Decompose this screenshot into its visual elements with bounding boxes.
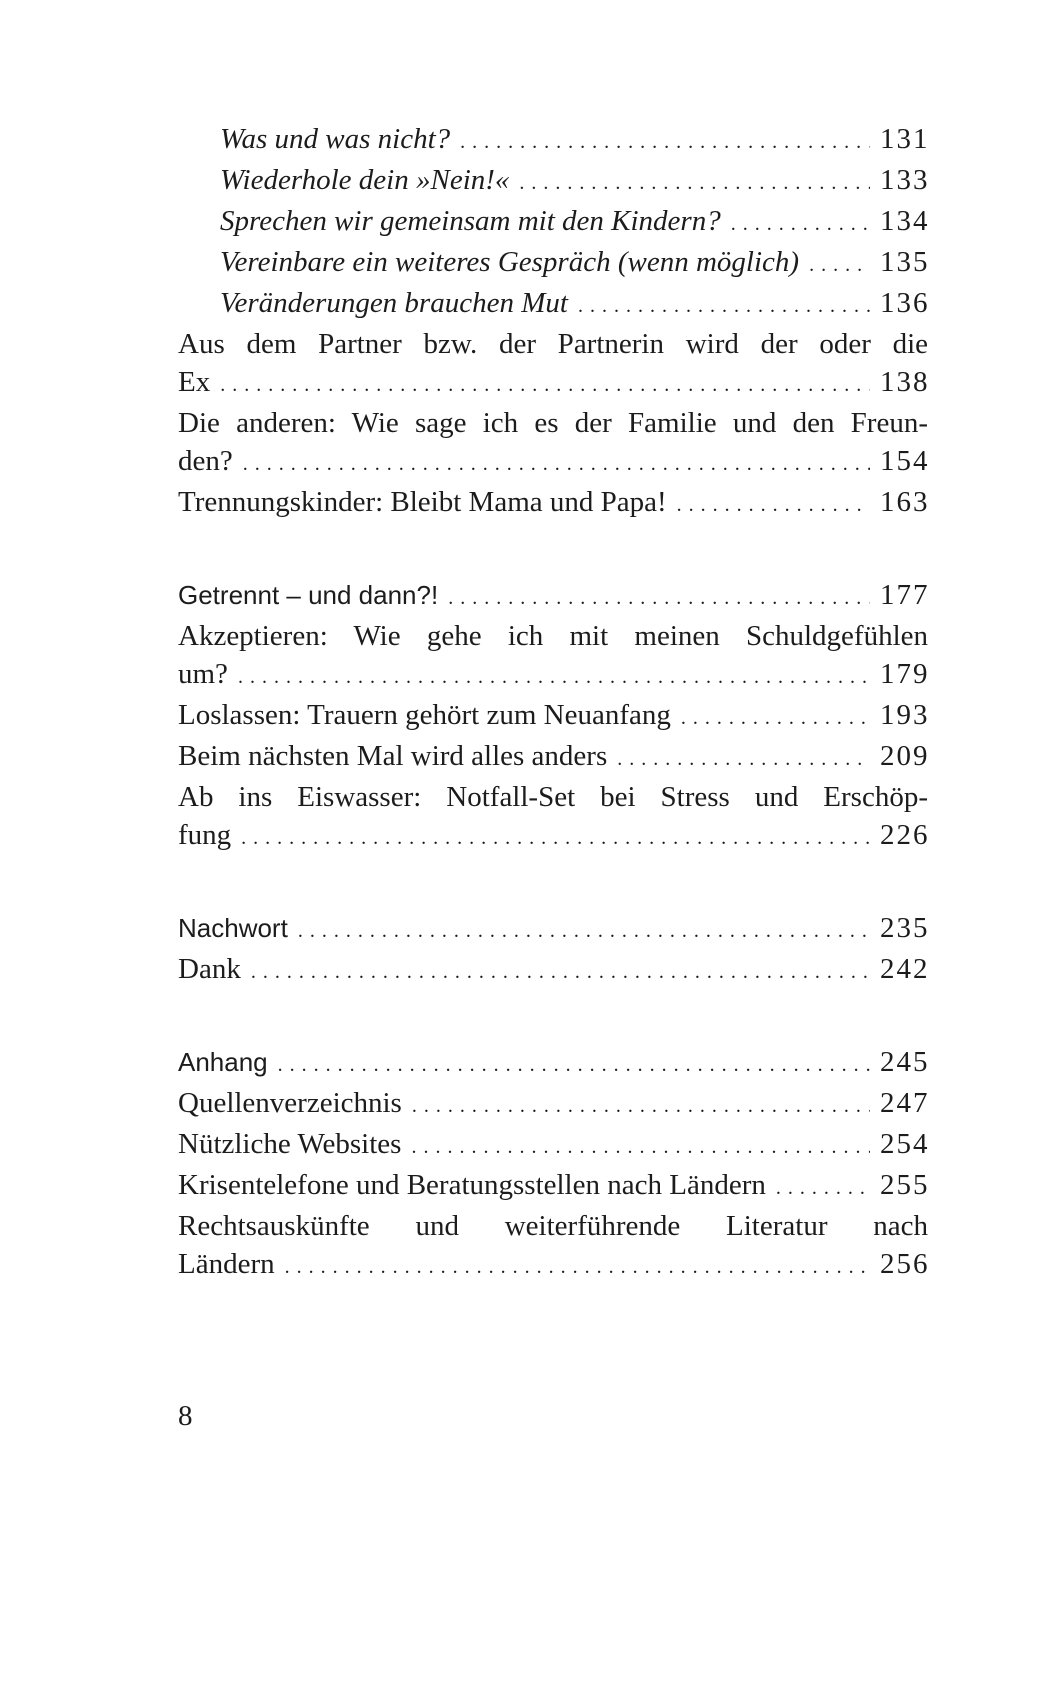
toc-entry-row [178, 363, 928, 404]
dot-leader [243, 442, 870, 483]
dot-leader [677, 483, 870, 524]
toc-entry-row [220, 284, 928, 325]
toc-entry-row [178, 737, 928, 778]
toc-entry[interactable] [178, 1125, 928, 1166]
toc-entry[interactable] [178, 120, 928, 161]
toc-entry-row [220, 243, 928, 284]
toc-entry[interactable] [178, 483, 928, 524]
toc-entry-row [178, 655, 928, 696]
toc-entry-row [178, 816, 928, 857]
toc-entry-page-number: 193 [880, 699, 930, 731]
toc-entry[interactable] [178, 202, 928, 243]
dot-leader [809, 243, 870, 284]
toc-entry-row [178, 576, 928, 617]
toc-entry-title-line: Akzeptieren: Wie gehe ich mit meinen Schuldgefühlen [178, 620, 928, 652]
toc-entry[interactable] [178, 576, 928, 617]
toc-entry[interactable] [178, 778, 928, 857]
toc-entry-title: Was und was nicht? [220, 123, 451, 155]
toc-block-1 [178, 120, 928, 524]
toc-entry-row [178, 1043, 928, 1084]
toc-entry-page-number: 163 [880, 486, 930, 518]
toc-entry-title: Vereinbare ein weiteres Gespräch (wenn möglich) [220, 246, 800, 278]
toc-entry-row [178, 442, 928, 483]
toc-entry-title-line: Rechtsauskünfte und weiterführende Literatur nach [178, 1210, 928, 1242]
page-number: 8 [178, 1400, 193, 1432]
toc-entry-title: um? [178, 658, 228, 690]
toc-entry-title: Loslassen: Trauern gehört zum Neuanfang [178, 699, 671, 731]
table-of-contents [178, 120, 928, 1286]
toc-entry-title: den? [178, 445, 233, 477]
toc-entry-page-number: 226 [880, 819, 930, 851]
toc-entry-page-number: 131 [880, 123, 930, 155]
toc-entry-page-number: 154 [880, 445, 930, 477]
toc-entry-title: Ex [178, 366, 211, 398]
dot-leader [578, 284, 870, 325]
dot-leader [519, 161, 870, 202]
toc-entry[interactable] [178, 950, 928, 991]
toc-entry-row [178, 1166, 928, 1207]
toc-entry[interactable] [178, 325, 928, 404]
dot-leader [460, 120, 870, 161]
dot-leader [731, 202, 870, 243]
toc-entry-title: Nützliche Websites [178, 1128, 402, 1160]
toc-entry-title: Krisentelefone und Beratungsstellen nach Ländern [178, 1169, 766, 1201]
toc-entry-page-number: 255 [880, 1169, 930, 1201]
toc-entry[interactable] [178, 161, 928, 202]
dot-leader [411, 1125, 870, 1166]
toc-entry-title: Nachwort [178, 913, 288, 943]
toc-entry[interactable] [178, 617, 928, 696]
dot-leader [220, 363, 870, 404]
toc-entry-title: Beim nächsten Mal wird alles anders [178, 740, 608, 772]
dot-leader [617, 737, 870, 778]
toc-entry-title: Sprechen wir gemeinsam mit den Kindern? [220, 205, 721, 237]
block-spacer [178, 857, 928, 909]
toc-block-3 [178, 909, 928, 991]
toc-entry[interactable] [178, 284, 928, 325]
dot-leader [448, 576, 870, 617]
dot-leader [251, 950, 870, 991]
toc-entry-row [178, 950, 928, 991]
toc-entry-page-number: 256 [880, 1248, 930, 1280]
toc-entry-title: Ländern [178, 1248, 275, 1280]
toc-entry-page-number: 245 [880, 1046, 930, 1078]
toc-entry-row [178, 696, 928, 737]
toc-entry-row [178, 483, 928, 524]
toc-entry-page-number: 179 [880, 658, 930, 690]
toc-entry-title-line: Ab ins Eiswasser: Notfall-Set bei Stress und Erschöp- [178, 781, 928, 813]
dot-leader [278, 1043, 870, 1084]
toc-block-2 [178, 576, 928, 857]
toc-entry[interactable] [178, 1043, 928, 1084]
dot-leader [681, 696, 870, 737]
toc-entry-title: Getrennt – und dann?! [178, 580, 439, 610]
toc-entry-title: Veränderungen brauchen Mut [220, 287, 568, 319]
dot-leader [776, 1166, 870, 1207]
toc-entry[interactable] [178, 1207, 928, 1286]
toc-entry-row [178, 1084, 928, 1125]
toc-entry-title: Quellenverzeichnis [178, 1087, 402, 1119]
toc-entry-row [178, 909, 928, 950]
toc-entry-page-number: 134 [880, 205, 930, 237]
toc-entry-page-number: 235 [880, 912, 930, 944]
toc-entry-page-number: 254 [880, 1128, 930, 1160]
toc-entry-title: Wiederhole dein »Nein!« [220, 164, 510, 196]
block-spacer [178, 524, 928, 576]
toc-entry[interactable] [178, 243, 928, 284]
toc-entry[interactable] [178, 737, 928, 778]
toc-entry-title: Anhang [178, 1047, 268, 1077]
toc-entry-page-number: 138 [880, 366, 930, 398]
toc-entry[interactable] [178, 404, 928, 483]
toc-entry-row [220, 202, 928, 243]
toc-entry-page-number: 247 [880, 1087, 930, 1119]
toc-entry[interactable] [178, 696, 928, 737]
toc-entry-title-line: Die anderen: Wie sage ich es der Familie und den Freun- [178, 407, 928, 439]
dot-leader [285, 1245, 870, 1286]
toc-entry[interactable] [178, 1166, 928, 1207]
toc-entry-page-number: 133 [880, 164, 930, 196]
toc-entry-page-number: 136 [880, 287, 930, 319]
toc-entry-row [178, 1125, 928, 1166]
dot-leader [241, 816, 870, 857]
toc-entry-page-number: 135 [880, 246, 930, 278]
block-spacer [178, 991, 928, 1043]
toc-entry-page-number: 242 [880, 953, 930, 985]
toc-entry[interactable] [178, 1084, 928, 1125]
dot-leader [238, 655, 870, 696]
toc-block-4 [178, 1043, 928, 1286]
toc-entry-row [220, 120, 928, 161]
toc-entry[interactable] [178, 909, 928, 950]
toc-entry-title: Trennungskinder: Bleibt Mama und Papa! [178, 486, 667, 518]
dot-leader [412, 1084, 870, 1125]
toc-entry-row [220, 161, 928, 202]
toc-entry-page-number: 209 [880, 740, 930, 772]
toc-entry-title: Dank [178, 953, 241, 985]
toc-entry-page-number: 177 [880, 579, 930, 611]
toc-entry-title-line: Aus dem Partner bzw. der Partnerin wird der oder die [178, 328, 928, 360]
dot-leader [298, 909, 870, 950]
toc-entry-row [178, 1245, 928, 1286]
toc-entry-title: fung [178, 819, 232, 851]
